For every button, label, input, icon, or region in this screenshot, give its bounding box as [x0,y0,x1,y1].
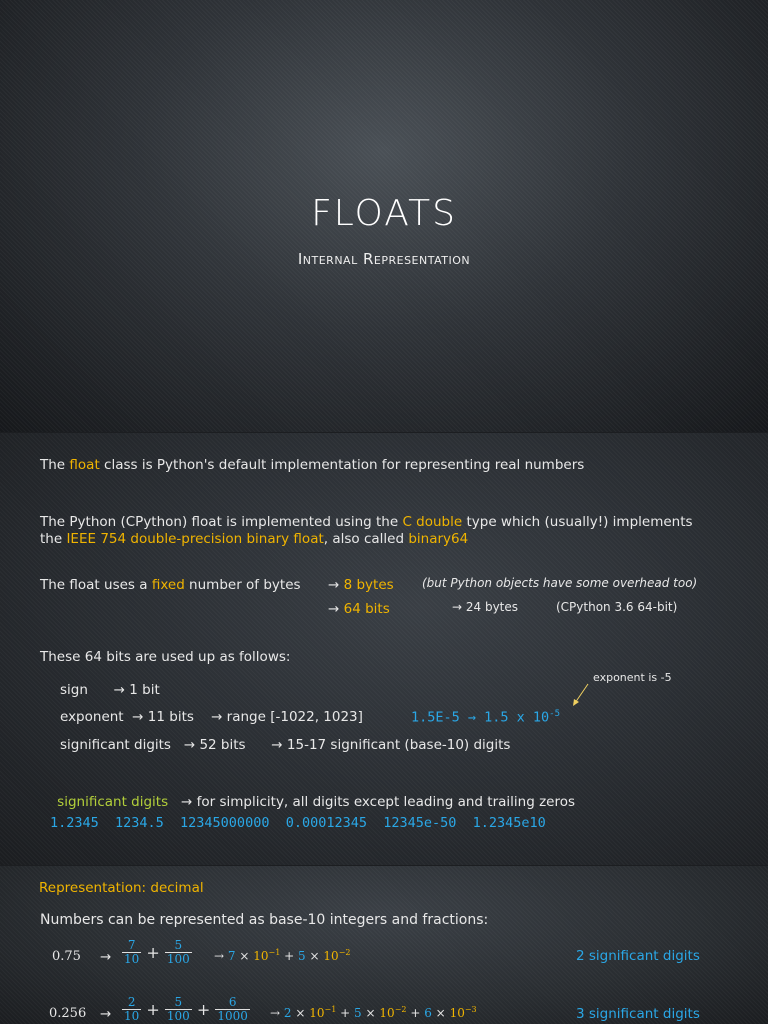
plus-sign: + [284,949,295,963]
bits-value [328,601,390,617]
plus-sign: + [410,1006,421,1020]
power-base: 10 [379,1006,395,1020]
times: × [309,949,320,963]
significant-digits-count: 3 significant digits [576,1006,700,1022]
coefficient: 7 [227,949,236,963]
slide-title: FLOATS [311,193,457,234]
coefficient: 5 [298,949,306,963]
fraction-5-100 [165,939,192,966]
denominator: 10 [124,1009,140,1023]
slide-subtitle: Internal Representation [297,250,471,268]
highlight-binary64: binary64 [408,531,469,547]
power-base: 10 [309,1006,325,1020]
cpython-line [40,514,693,530]
times: × [435,1006,446,1020]
exponent: −1 [324,1005,337,1014]
denominator: 10 [124,952,140,966]
plus-sign: + [196,1000,211,1019]
exponent: −2 [394,1005,407,1014]
size-24-bytes: → 24 bytes [452,600,519,614]
cpython-version-note: (CPython 3.6 64-bit) [556,600,678,614]
highlight-c-double: C double [402,514,463,530]
coefficient: 6 [424,1006,432,1020]
text: the [40,531,67,547]
arrow: → [100,1006,112,1022]
fraction-5-100 [165,996,192,1023]
power-base: 10 [449,1006,465,1020]
text: type which (usually!) implements [462,514,693,530]
text: class is Python's default implementation for representing real numbers [99,457,585,473]
times: × [365,1006,376,1020]
arrow: → [214,949,225,963]
sci-exponent: -5 [549,709,561,719]
decimal-representation-slide [0,866,768,1024]
fraction-sum-row2 [122,996,250,1023]
exponent: −3 [464,1005,477,1014]
text: The [40,457,70,473]
section-heading: Representation: decimal [39,880,204,896]
arrow: → [328,601,344,617]
text: , also called [323,531,409,547]
exponent-note: exponent is -5 [593,671,672,684]
bytes-value [328,577,394,593]
times: × [239,949,250,963]
highlight-float: float [69,457,100,473]
float-overview-slide [0,433,768,865]
highlight-ieee754: IEEE 754 double-precision binary float [66,531,324,547]
highlight-significant-digits: significant digits [57,794,169,810]
significant-digits-line: significant digits → 52 bits → 15-17 significant (base-10) digits [60,737,511,753]
times: × [295,1006,306,1020]
significant-digit-examples: 1.2345 1234.5 12345000000 0.00012345 12345e-50 1.2345e10 [50,815,546,831]
arrow: → [328,577,344,593]
significant-digits-count: 2 significant digits [576,948,700,964]
plus-sign: + [340,1006,351,1020]
arrow: → [100,949,112,965]
exponent-line: exponent → 11 bits → range [-1022, 1023] [60,709,363,725]
numerator: 2 [122,996,141,1010]
text: number of bytes [184,577,301,593]
text: The float uses a [40,577,152,593]
exponent: −1 [268,948,281,957]
text: The Python (CPython) float is implemented using the [40,514,403,530]
arrow: → [270,1006,281,1020]
numerator: 6 [215,996,250,1010]
coefficient: 5 [354,1006,362,1020]
power-base: 10 [253,949,269,963]
bits-usage-heading: These 64 bits are used up as follows: [40,649,291,665]
fixed-bytes-line [40,577,301,593]
numerator: 5 [165,939,192,953]
title-slide [0,0,768,432]
plus-sign: + [146,943,160,962]
fraction-sum-row1 [122,939,192,966]
overhead-note: (but Python objects have some overhead too) [422,576,698,590]
highlight-64-bits: 64 bits [343,601,390,617]
denominator: 100 [166,952,190,966]
power-base: 10 [323,949,339,963]
float-class-line [40,457,584,473]
annotation-arrow [568,681,594,709]
power-expansion-row1 [214,948,350,963]
coefficient: 2 [283,1006,292,1020]
highlight-8-bytes: 8 bytes [343,577,394,593]
plus-sign: + [146,1000,160,1019]
intro-line: Numbers can be represented as base-10 integers and fractions: [40,912,489,928]
fraction-2-10 [122,996,141,1023]
scientific-example [411,709,560,726]
sign-line: sign → 1 bit [60,682,160,698]
numerator: 7 [122,939,141,953]
exponent: −2 [338,948,351,957]
fraction-7-10 [122,939,141,966]
number-0-256: 0.256 [49,1006,87,1021]
number-0-75: 0.75 [52,949,81,964]
power-expansion-row2 [270,1005,477,1020]
text: → for simplicity, all digits except leading and trailing zeros [168,794,576,810]
ieee-line [40,531,468,547]
highlight-fixed: fixed [151,577,185,593]
denominator: 1000 [217,1009,248,1023]
numerator: 5 [165,996,192,1010]
denominator: 100 [166,1009,190,1023]
fraction-6-1000 [215,996,250,1023]
sci-text: 1.5E-5 → 1.5 x 10 [411,709,550,726]
